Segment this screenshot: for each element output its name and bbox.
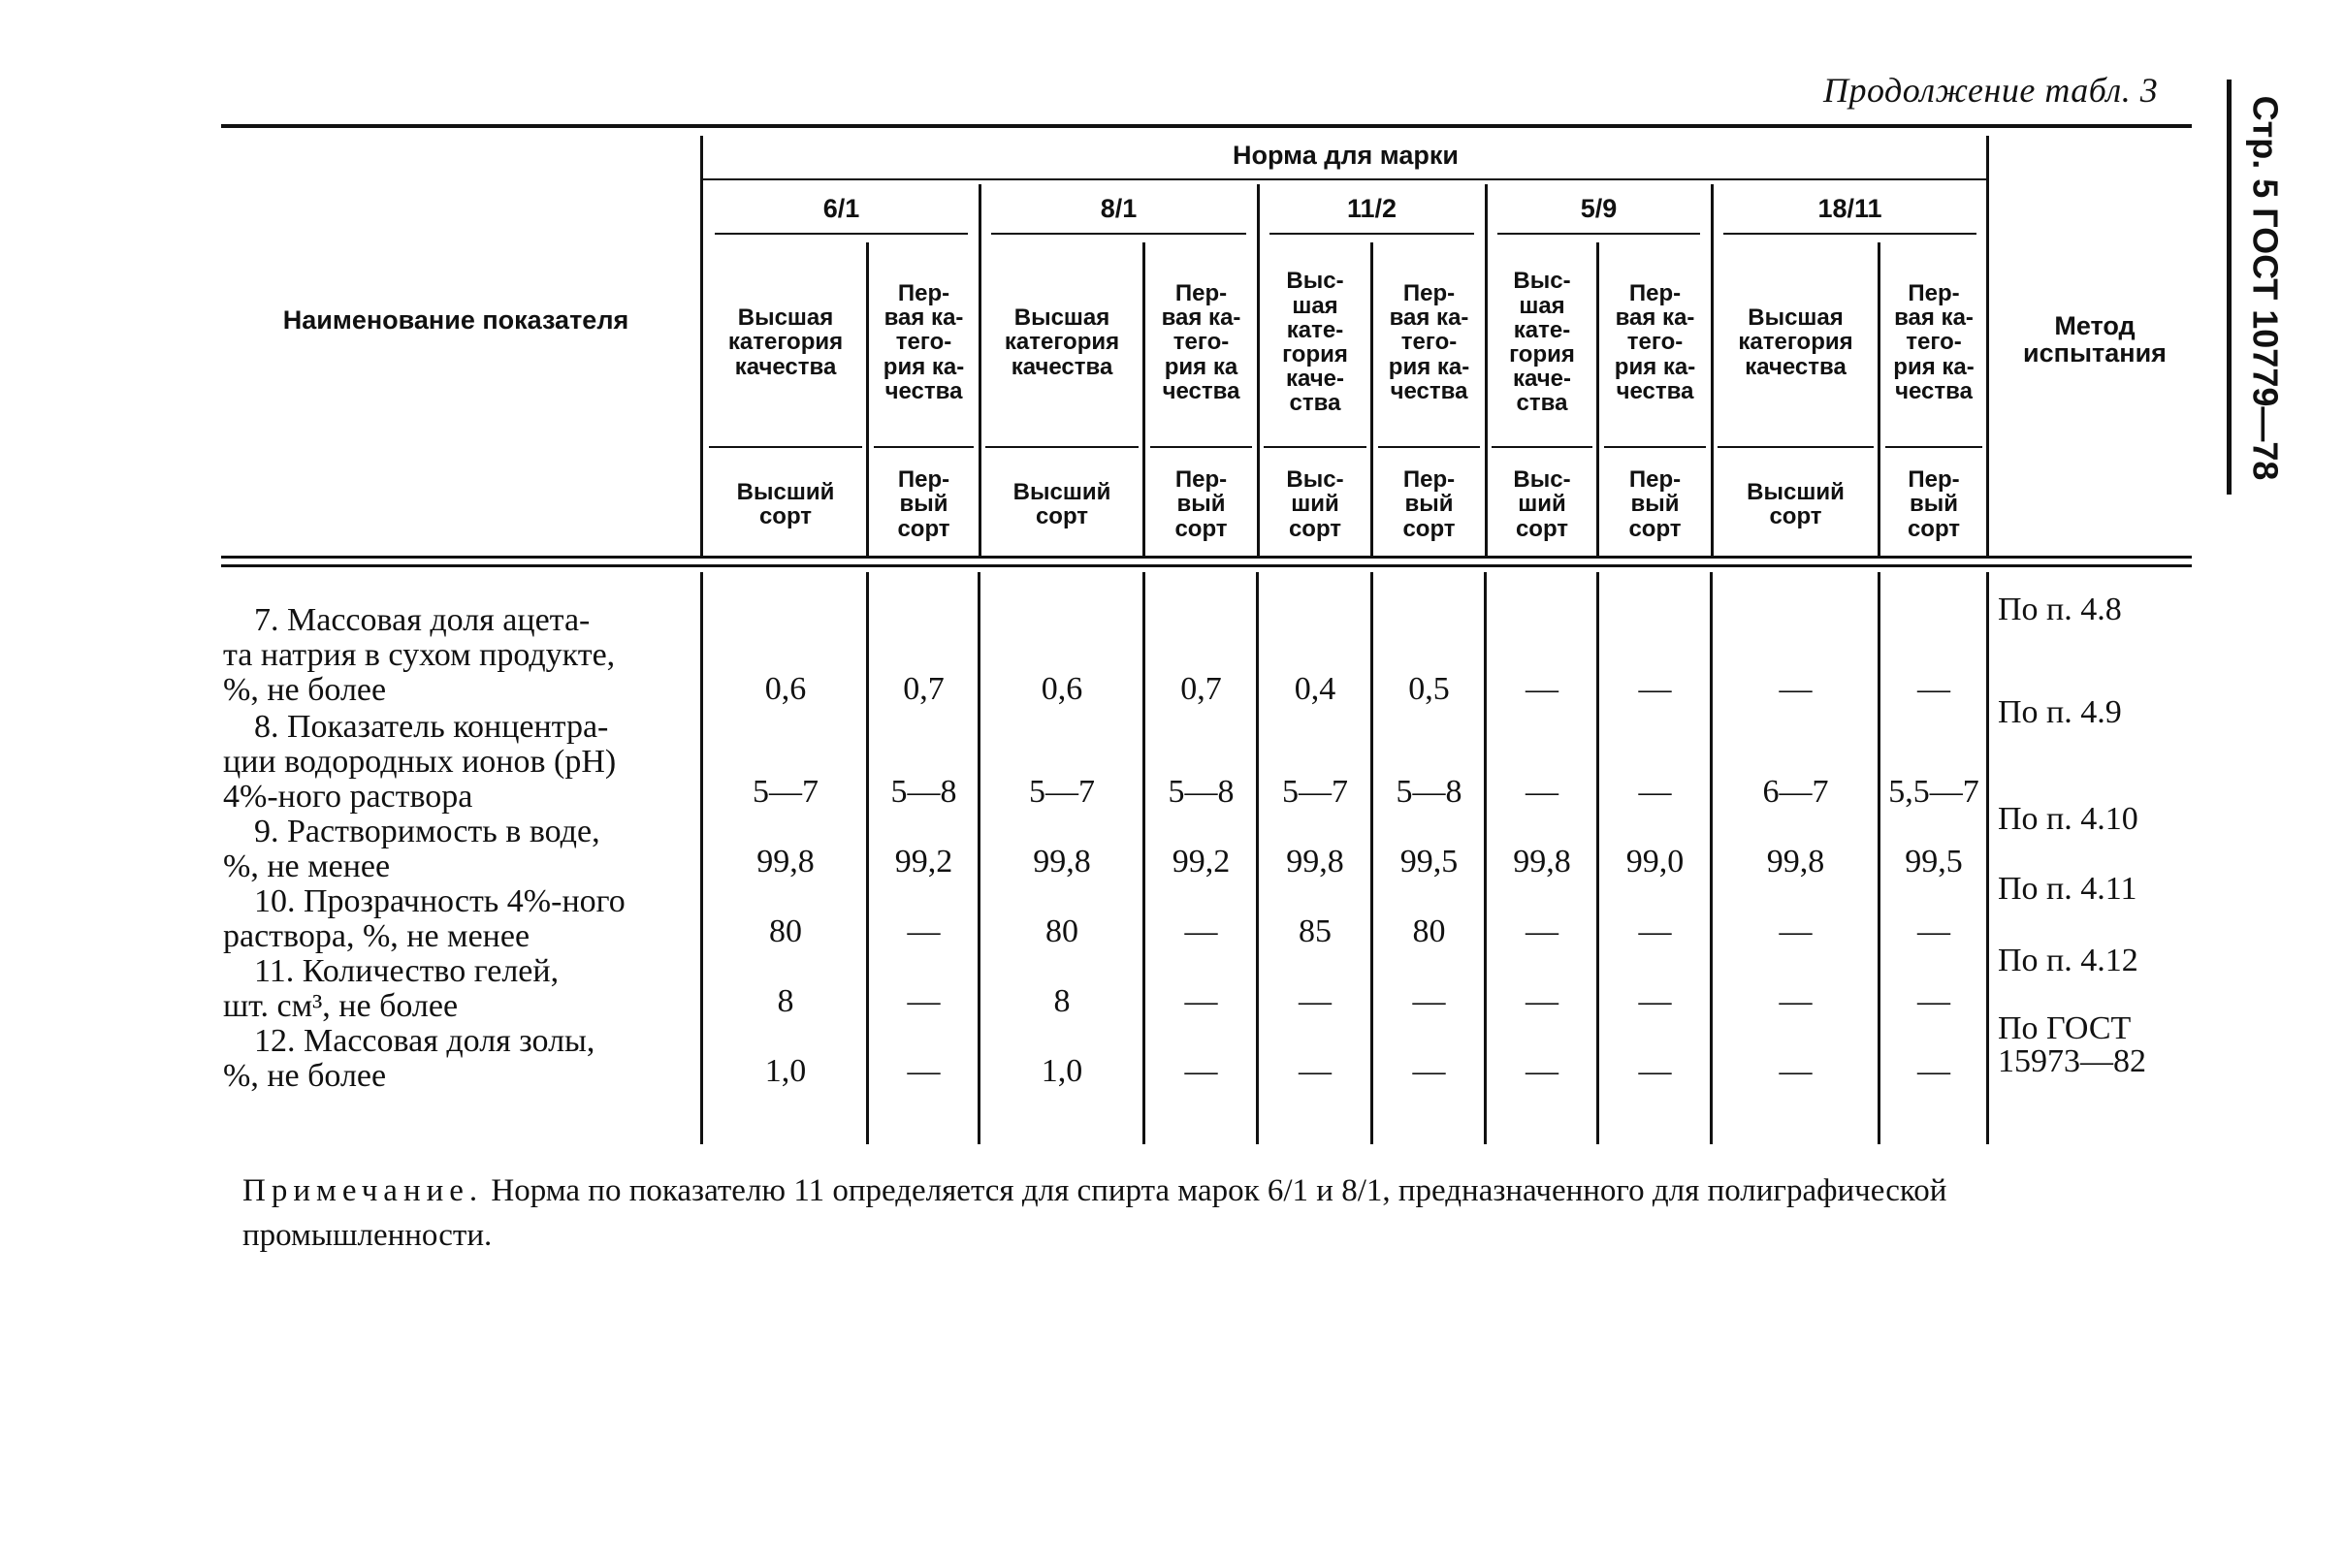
sort-label: Высший сорт [1747, 478, 1845, 529]
norm-header: Норма для марки [1232, 140, 1460, 170]
note [242, 1168, 2182, 1258]
sort-label: Пер- вый сорт [1402, 466, 1456, 542]
row-value: — [1184, 913, 1218, 949]
quality-label: Высшая категория качества [1738, 304, 1853, 380]
row-value: 5,5—7 [1888, 774, 1979, 810]
row-method: По п. 4.8 [1998, 592, 2122, 627]
row-value: 99,8 [1033, 844, 1091, 880]
grade-underline [1723, 233, 1976, 235]
note-lead: Примечание. [242, 1173, 484, 1208]
row-value: — [907, 913, 941, 949]
grade-header: 11/2 [1346, 193, 1397, 223]
row-value: 99,5 [1399, 844, 1459, 880]
quality-underline [709, 446, 862, 448]
row-value: — [1917, 983, 1950, 1019]
row-value: — [1638, 913, 1672, 949]
row-value: — [1917, 671, 1950, 707]
header-bottom-rule-1 [221, 556, 2192, 559]
row-value: 1,0 [764, 1053, 807, 1089]
norm-header-underline [703, 178, 1988, 180]
row-value: 5—7 [1029, 774, 1095, 810]
row-name-line: ции водородных ионов (pH) [223, 744, 617, 780]
row-value: — [907, 1053, 941, 1089]
note-text: Норма по показателю 11 определяется для спирта марок 6/1 и 8/1, предназначенного для полиграфической промышленности. [242, 1173, 1947, 1253]
quality-label: Пер- вая ка- тего- рия ка- чества [883, 280, 965, 404]
row-value: 80 [1045, 913, 1078, 949]
subcol-divider [866, 242, 869, 556]
grade-underline [1497, 233, 1700, 235]
row-value: — [907, 983, 941, 1019]
row-value: 0,6 [764, 671, 807, 707]
side-page-title: Стр. 5 ГОСТ 10779—78 [2245, 95, 2286, 481]
quality-label: Выс- шая кате- гория каче- ства [1282, 268, 1348, 417]
quality-underline [1604, 446, 1706, 448]
row-value: 99,8 [756, 844, 815, 880]
row-value: — [1299, 1053, 1332, 1089]
row-name-line: %, не менее [223, 848, 391, 884]
sort-label: Высший сорт [1012, 478, 1111, 529]
row-value: — [1184, 983, 1218, 1019]
row-name-line: та натрия в сухом продукте, [223, 637, 616, 673]
subcol-divider [1596, 242, 1599, 556]
row-method: По п. 4.11 [1998, 871, 2137, 907]
row-value: 5—8 [1396, 774, 1462, 810]
row-name-line: 7. Массовая доля ацета- [254, 602, 591, 638]
row-value: 8 [777, 983, 794, 1019]
row-value: 99,8 [1766, 844, 1825, 880]
row-value: — [1638, 983, 1672, 1019]
quality-underline [1264, 446, 1366, 448]
row-value: 0,4 [1294, 671, 1336, 707]
sort-label: Пер- вый сорт [1907, 466, 1961, 542]
row-value: 99,0 [1625, 844, 1685, 880]
grade-header: 6/1 [822, 193, 860, 223]
row-name-line: 8. Показатель концентра- [254, 709, 609, 745]
grade-underline [1269, 233, 1474, 235]
row-value: — [1526, 671, 1558, 707]
row-value: — [1917, 913, 1950, 949]
row-name-line: %, не более [223, 1058, 387, 1094]
row-value: 85 [1299, 913, 1332, 949]
quality-label: Выс- шая кате- гория каче- ства [1509, 268, 1575, 417]
quality-underline [1492, 446, 1592, 448]
row-value: 6—7 [1762, 774, 1829, 810]
grade-underline [991, 233, 1246, 235]
row-value: 5—7 [753, 774, 819, 810]
sort-label: Выс- ший сорт [1286, 466, 1344, 542]
row-method: По п. 4.9 [1998, 694, 2122, 730]
sort-label: Выс- ший сорт [1513, 466, 1571, 542]
quality-underline [874, 446, 974, 448]
row-name-line: 4%-ного раствора [223, 779, 473, 815]
sort-label: Пер- вый сорт [897, 466, 950, 542]
row-value: — [1526, 983, 1558, 1019]
header-bottom-rule-2 [221, 564, 2192, 567]
quality-label: Высшая категория качества [727, 304, 844, 380]
row-name-line: 9. Растворимость в воде, [254, 814, 600, 849]
quality-label: Пер- вая ка- тего- рия ка- чества [1614, 280, 1696, 404]
row-value: — [1917, 1053, 1950, 1089]
subcol-divider [1878, 242, 1880, 556]
row-value: — [1412, 983, 1446, 1019]
row-name-line: 10. Прозрачность 4%-ного [254, 883, 626, 919]
quality-label: Пер- вая ка- тего- рия ка- чества [1388, 280, 1470, 404]
row-value: — [1526, 1053, 1558, 1089]
row-value: — [1184, 1053, 1218, 1089]
quality-underline [1885, 446, 1982, 448]
continuation-title: Продолжение табл. 3 [1823, 71, 2159, 110]
subcol-divider [1142, 242, 1145, 556]
row-method: По ГОСТ 15973—82 [1998, 1010, 2146, 1079]
row-value: — [1779, 983, 1813, 1019]
row-value: — [1779, 671, 1813, 707]
grade-header: 18/11 [1817, 193, 1882, 223]
row-value: 8 [1053, 983, 1071, 1019]
row-value: 5—8 [1168, 774, 1235, 810]
row-value: — [1299, 983, 1332, 1019]
row-value: — [1638, 774, 1672, 810]
quality-label: Пер- вая ка- тего- рия ка чества [1161, 280, 1241, 404]
grade-header: 5/9 [1580, 193, 1618, 223]
param-header: Наименование показателя [282, 304, 629, 335]
row-value: 0,6 [1041, 671, 1083, 707]
row-value: — [1638, 671, 1672, 707]
row-value: 80 [769, 913, 802, 949]
sort-label: Пер- вый сорт [1628, 466, 1682, 542]
method-header: Метод испытания [2023, 310, 2167, 368]
row-name-line: 11. Количество гелей, [254, 953, 560, 989]
quality-underline [1378, 446, 1480, 448]
row-value: — [1412, 1053, 1446, 1089]
row-value: 80 [1412, 913, 1446, 949]
grade-underline [715, 233, 968, 235]
table-top-rule [221, 124, 2192, 128]
row-value: 0,7 [903, 671, 945, 707]
row-name-line: раствора, %, не менее [223, 918, 530, 954]
quality-underline [985, 446, 1139, 448]
row-value: 99,8 [1513, 844, 1571, 880]
quality-label: Пер- вая ка- тего- рия ка- чества [1893, 280, 1975, 404]
row-value: 5—7 [1282, 774, 1348, 810]
row-name-line: шт. см³, не более [223, 988, 459, 1024]
quality-underline [1718, 446, 1874, 448]
sort-label: Высший сорт [736, 478, 835, 529]
row-name-line: 12. Массовая доля золы, [254, 1023, 595, 1059]
quality-label: Высшая категория качества [1004, 304, 1120, 380]
row-value: — [1638, 1053, 1672, 1089]
row-value: 0,5 [1408, 671, 1450, 707]
row-value: 99,2 [1172, 844, 1231, 880]
row-value: 5—8 [890, 774, 957, 810]
row-value: 99,5 [1905, 844, 1963, 880]
row-value: — [1779, 913, 1813, 949]
row-value: 99,2 [894, 844, 953, 880]
row-value: — [1526, 774, 1558, 810]
subcol-divider [1370, 242, 1373, 556]
row-value: — [1779, 1053, 1813, 1089]
row-value: 0,7 [1180, 671, 1222, 707]
row-value: — [1526, 913, 1558, 949]
quality-underline [1150, 446, 1252, 448]
row-value: 99,8 [1286, 844, 1344, 880]
grade-header: 8/1 [1100, 193, 1138, 223]
row-method: По п. 4.10 [1998, 801, 2138, 837]
row-method: По п. 4.12 [1998, 943, 2138, 978]
sort-label: Пер- вый сорт [1174, 466, 1228, 542]
row-value: 1,0 [1041, 1053, 1083, 1089]
row-name-line: %, не более [223, 672, 387, 708]
